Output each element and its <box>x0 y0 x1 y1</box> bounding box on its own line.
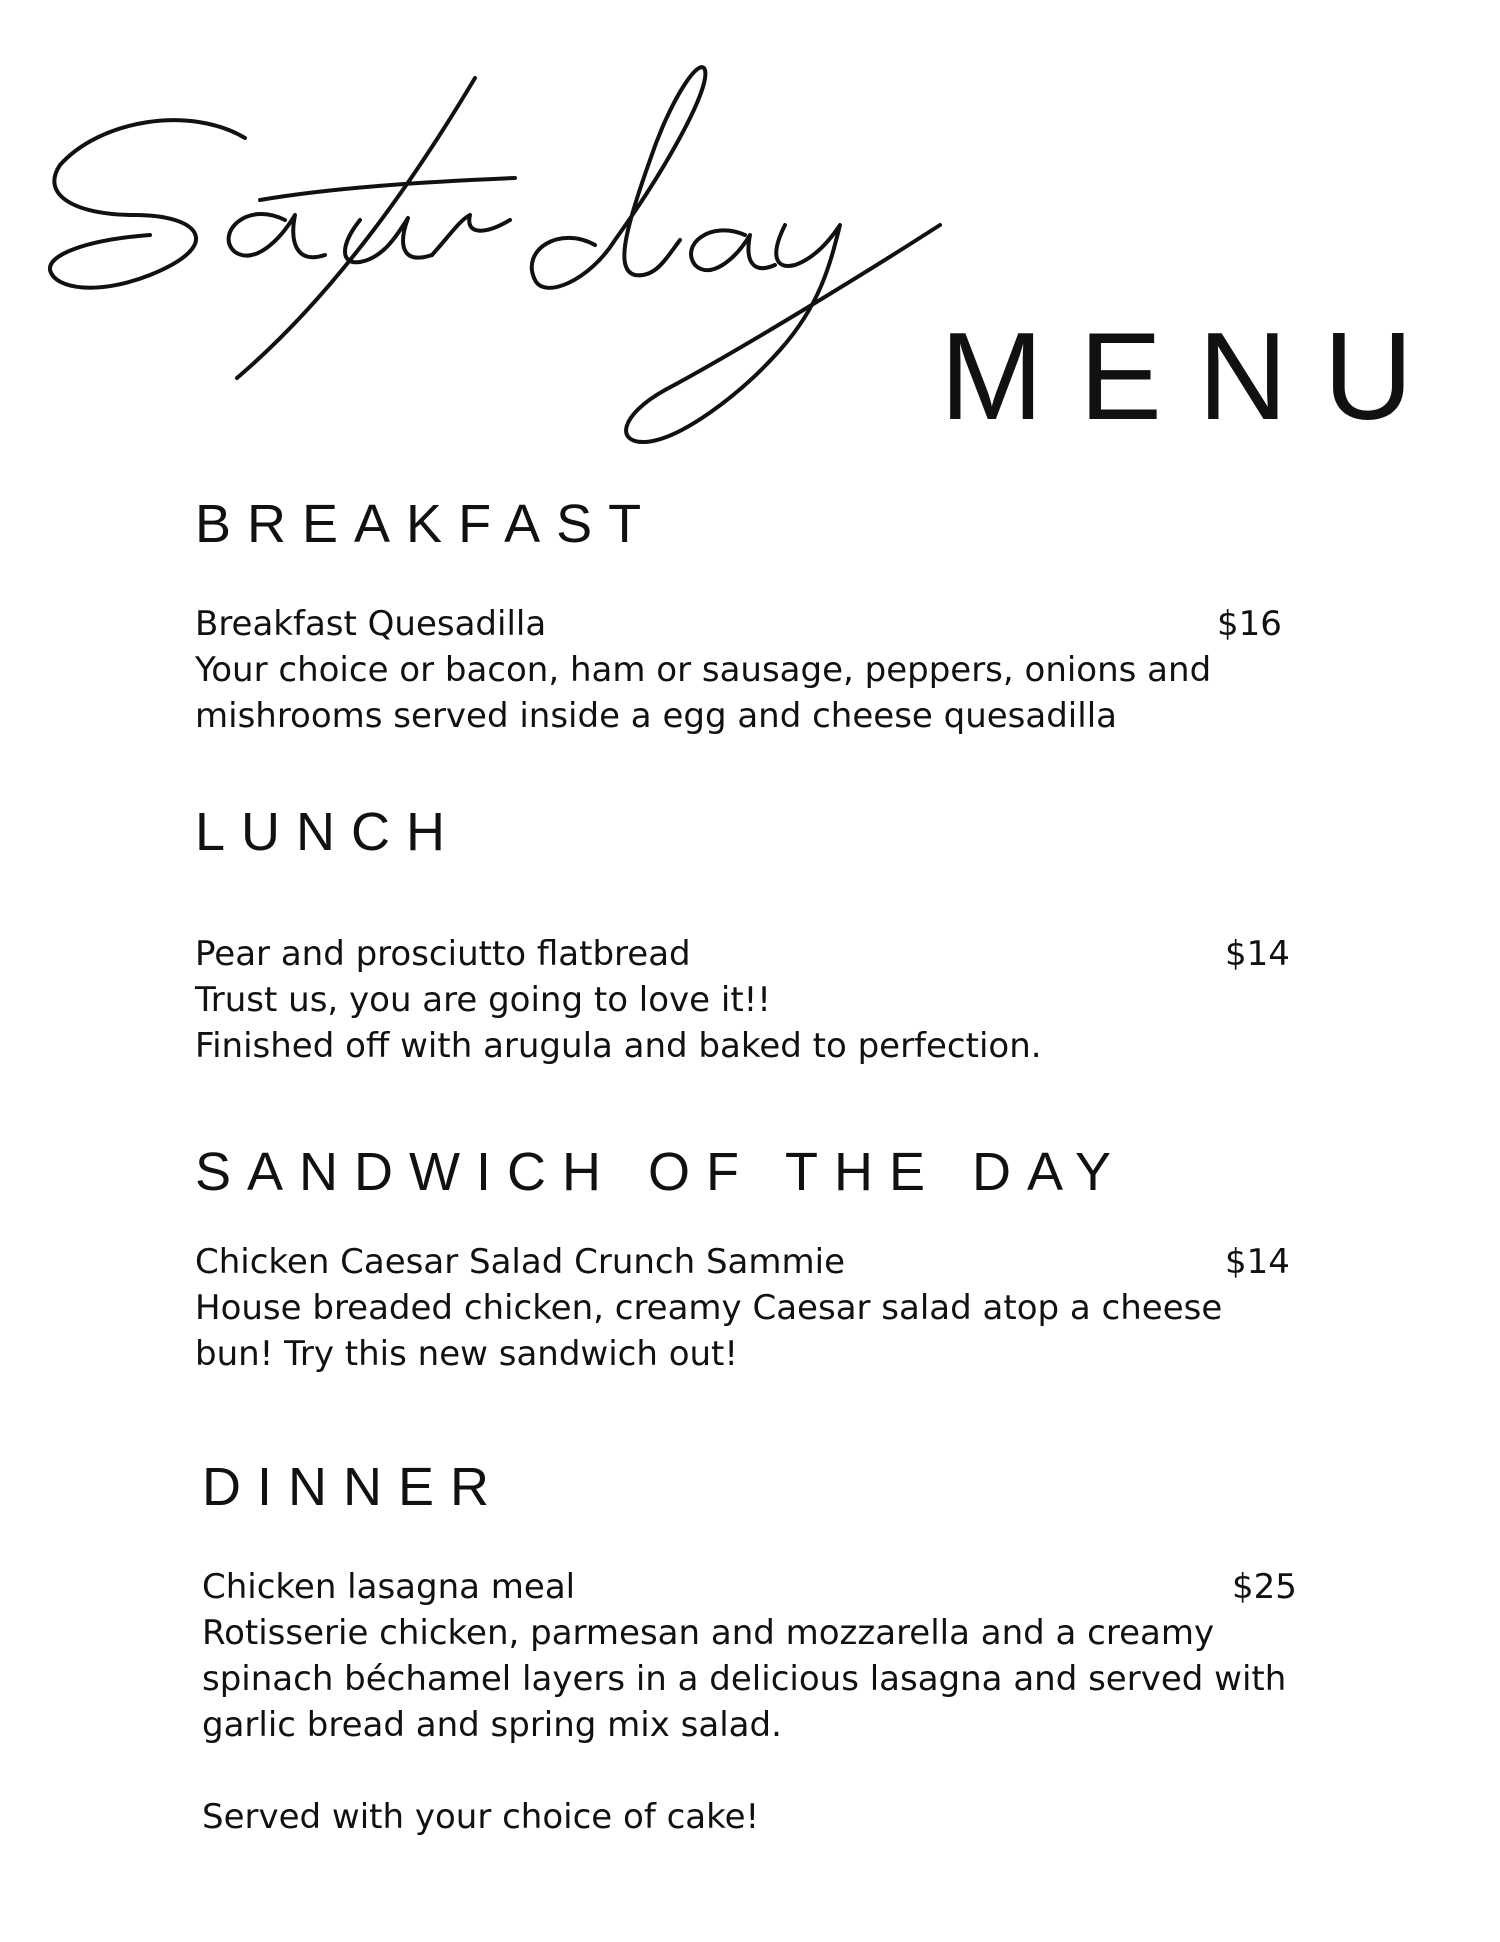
menu-item <box>195 931 1335 1069</box>
menu-item-row <box>195 1239 1335 1285</box>
menu-item-price: $25 <box>1232 1567 1297 1607</box>
menu-item-price: $14 <box>1225 934 1290 974</box>
section-heading: BREAKFAST <box>195 494 658 554</box>
menu-item <box>195 601 1335 739</box>
section-dinner <box>202 1457 1342 1840</box>
menu-heading: MENU <box>940 308 1450 446</box>
section-heading: SANDWICH OF THE DAY <box>195 1142 1128 1202</box>
section-heading: DINNER <box>202 1457 506 1517</box>
menu-item-name: Chicken lasagna meal <box>202 1567 576 1607</box>
menu-item-price: $14 <box>1225 1242 1290 1282</box>
menu-item-price: $16 <box>1217 604 1282 644</box>
section-sandwich-of-the-day <box>195 1142 1335 1377</box>
saturday-script-title <box>40 30 1090 460</box>
menu-item-name: Breakfast Quesadilla <box>195 604 547 644</box>
menu-item-note: Served with your choice of cake! <box>202 1797 760 1837</box>
menu-item-description: Trust us, you are going to love it!! Finished off with arugula and baked to perfection. <box>195 980 1042 1066</box>
menu-item-description: House breaded chicken, creamy Caesar salad atop a cheese bun! Try this new sandwich out! <box>195 1288 1223 1374</box>
menu-item-row <box>202 1564 1342 1610</box>
menu-item <box>202 1564 1342 1840</box>
saturday-script-lettering <box>40 30 1090 460</box>
section-heading: LUNCH <box>195 802 462 862</box>
section-breakfast <box>195 494 1335 739</box>
menu-item-row <box>195 931 1335 977</box>
menu-item-row <box>195 601 1335 647</box>
menu-item <box>195 1239 1335 1377</box>
section-lunch <box>195 802 1335 1069</box>
menu-item-description: Rotisserie chicken, parmesan and mozzarella and a creamy spinach béchamel layers in a delicious lasagna and served with garlic bread and spring mix salad. <box>202 1613 1287 1745</box>
menu-item-name: Chicken Caesar Salad Crunch Sammie <box>195 1242 845 1282</box>
menu-item-description: Your choice or bacon, ham or sausage, peppers, onions and mishrooms served inside a egg and cheese quesadilla <box>195 650 1212 736</box>
menu-item-name: Pear and prosciutto flatbread <box>195 934 691 974</box>
